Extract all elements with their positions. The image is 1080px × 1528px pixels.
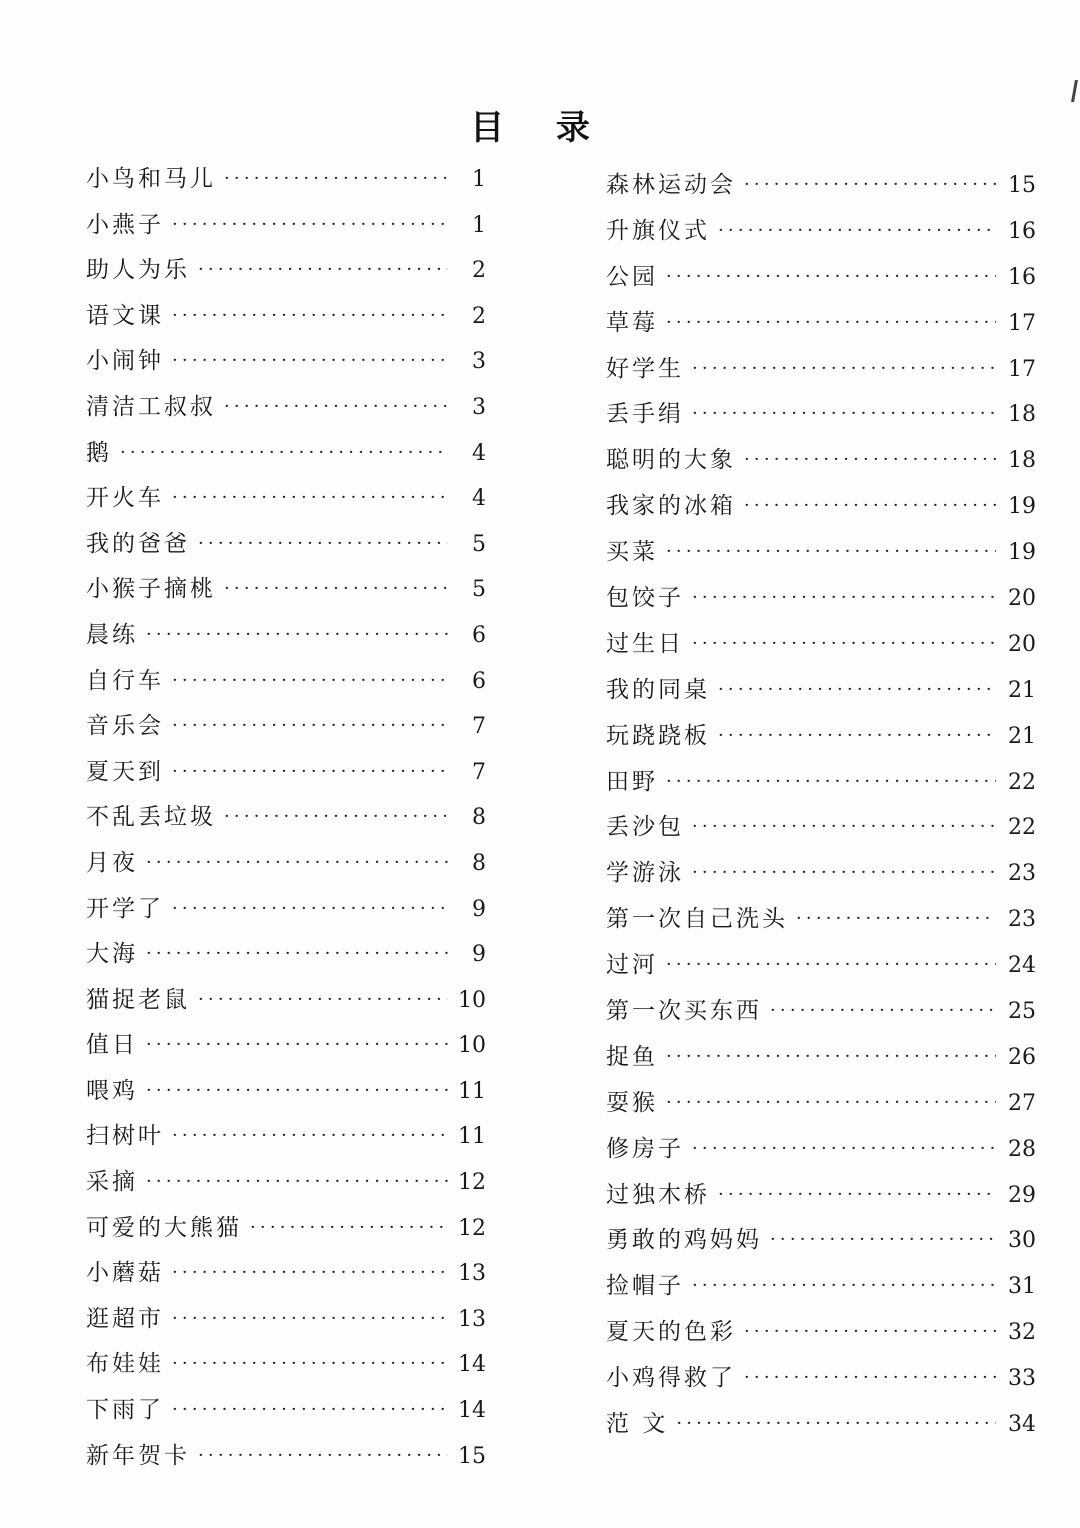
toc-leader-dots [172,761,448,782]
toc-entry-title: 玩跷跷板 [606,722,710,749]
toc-entry-title: 语文课 [86,302,164,329]
toc-entry-page-number: 9 [472,942,486,968]
toc-leader-dots [692,1138,996,1159]
toc-leader-dots [172,487,448,508]
toc-entry-page-number: 15 [1008,173,1036,198]
toc-entry[interactable] [86,342,486,388]
toc-entry-title: 小蘑菇 [86,1260,164,1287]
toc-entry-title: 第一次自己洗头 [606,906,788,933]
toc-entry-title: 夏天的色彩 [606,1319,736,1346]
toc-entry-page-number: 27 [1008,1090,1036,1116]
toc-entry-page-number: 34 [1008,1412,1036,1438]
toc-entry-page-number: 20 [1008,586,1036,612]
toc-entry-page-number: 23 [1008,907,1036,933]
toc-entry-page-number: 23 [1008,861,1036,887]
toc-entry-page-number: 17 [1008,356,1036,382]
toc-entry-title: 音乐会 [86,713,164,740]
toc-entry[interactable] [86,1391,486,1437]
toc-entry-title: 范 文 [606,1411,669,1438]
toc-entry-page-number: 2 [472,303,486,329]
toc-leader-dots [172,1125,448,1146]
toc-entry[interactable] [606,625,1036,671]
toc-entry-page-number: 13 [458,1261,486,1287]
toc-leader-dots [172,1353,448,1374]
toc-entry[interactable] [86,1072,486,1118]
toc-entry-title: 月夜 [86,849,138,876]
toc-entry-page-number: 13 [458,1306,486,1332]
toc-entry-title: 不乱丢垃圾 [86,804,216,831]
toc-leader-dots [666,771,996,792]
toc-leader-dots [198,1445,448,1466]
toc-entry-page-number: 32 [1008,1320,1036,1346]
toc-entry-title: 过生日 [606,630,684,657]
toc-leader-dots [172,898,448,919]
toc-entry-page-number: 21 [1008,677,1036,703]
toc-entry-page-number: 18 [1008,448,1036,474]
toc-entry[interactable] [86,616,486,662]
toc-entry-title: 采摘 [86,1169,138,1196]
toc-leader-dots [744,449,996,470]
toc-leader-dots [146,1034,448,1055]
toc-entry-title: 买菜 [606,539,658,566]
toc-leader-dots [146,852,448,873]
toc-entry[interactable] [606,1038,1036,1084]
toc-entry[interactable] [606,900,1036,946]
toc-entry[interactable] [606,1221,1036,1267]
toc-entry[interactable] [86,206,486,252]
toc-entry[interactable] [86,707,486,753]
toc-entry-title: 夏天到 [86,758,164,785]
toc-entry[interactable] [86,1300,486,1346]
toc-entry[interactable] [606,763,1036,809]
toc-entry[interactable] [606,854,1036,900]
toc-leader-dots [666,954,996,975]
toc-entry[interactable] [86,935,486,981]
toc-entry-title: 开火车 [86,485,164,512]
toc-leader-dots [692,358,996,379]
toc-leader-dots [744,174,996,195]
toc-entry-page-number: 11 [458,1124,486,1150]
toc-entry[interactable] [86,1254,486,1300]
toc-entry-title: 布娃娃 [86,1351,164,1378]
page-edge-mark [1071,80,1078,102]
toc-entry-page-number: 3 [472,349,486,375]
toc-leader-dots [666,266,996,287]
toc-entry[interactable] [86,1209,486,1255]
toc-entry-page-number: 8 [472,850,486,876]
toc-leader-dots [692,633,996,654]
toc-entry[interactable] [86,662,486,708]
toc-entry[interactable] [606,808,1036,854]
toc-entry-title: 丢沙包 [606,814,684,841]
toc-entry-title: 学游泳 [606,860,684,887]
toc-entry-page-number: 28 [1008,1136,1036,1162]
toc-entry-title: 助人为乐 [86,257,190,284]
toc-entry-title: 小闹钟 [86,348,164,375]
toc-leader-dots [666,1046,996,1067]
toc-entry-page-number: 10 [458,987,486,1013]
toc-entry[interactable] [606,441,1036,487]
toc-entry-page-number: 24 [1008,953,1036,979]
toc-entry-page-number: 33 [1008,1366,1036,1392]
toc-entry[interactable] [86,1437,486,1483]
toc-entry[interactable] [86,160,486,206]
toc-entry-title: 清洁工叔叔 [86,393,216,420]
toc-entry-title: 过独木桥 [606,1181,710,1208]
toc-leader-dots [172,350,448,371]
toc-column-left [86,160,486,1482]
toc-entry-title: 新年贺卡 [86,1442,190,1469]
toc-leader-dots [692,816,996,837]
toc-entry[interactable] [606,395,1036,441]
toc-entry-page-number: 4 [472,486,486,512]
toc-entry[interactable] [606,992,1036,1038]
toc-entry[interactable] [86,251,486,297]
toc-entry[interactable] [606,1130,1036,1176]
toc-leader-dots [120,442,448,463]
toc-entry-page-number: 11 [458,1078,486,1104]
toc-entry-page-number: 10 [458,1033,486,1059]
toc-entry-page-number: 7 [472,759,486,785]
toc-entry-title: 晨练 [86,621,138,648]
toc-entry[interactable] [606,304,1036,350]
toc-entry-title: 小燕子 [86,211,164,238]
toc-entry[interactable] [86,570,486,616]
toc-entry[interactable] [86,981,486,1027]
toc-entry[interactable] [606,946,1036,992]
toc-entry-title: 鹅 [86,439,112,466]
toc-entry-page-number: 7 [472,714,486,740]
toc-entry-page-number: 14 [458,1352,486,1378]
toc-entry-title: 田野 [606,768,658,795]
toc-entry[interactable] [606,166,1036,212]
toc-entry-title: 值日 [86,1032,138,1059]
toc-leader-dots [224,396,448,417]
toc-leader-dots [224,578,448,599]
toc-entry-title: 包饺子 [606,585,684,612]
toc-entry-page-number: 12 [458,1170,486,1196]
toc-entry[interactable] [606,258,1036,304]
toc-leader-dots [692,862,996,883]
toc-leader-dots [198,259,448,280]
toc-leader-dots [172,214,448,235]
toc-entry[interactable] [606,671,1036,717]
toc-leader-dots [198,533,448,554]
toc-entry-page-number: 22 [1008,769,1036,795]
toc-entry[interactable] [606,717,1036,763]
toc-entry-page-number: 14 [458,1398,486,1424]
toc-entry-title: 自行车 [86,667,164,694]
toc-entry-title: 升旗仪式 [606,217,710,244]
toc-entry-page-number: 25 [1008,999,1036,1025]
toc-entry-title: 森林运动会 [606,172,736,198]
toc-leader-dots [172,1399,448,1420]
toc-leader-dots [146,624,448,645]
toc-entry-title: 捡帽子 [606,1273,684,1300]
toc-entry[interactable] [86,844,486,890]
toc-leader-dots [718,1184,996,1205]
toc-entry-page-number: 29 [1008,1182,1036,1208]
toc-entry-title: 可爱的大熊猫 [86,1214,242,1241]
toc-leader-dots [676,1413,996,1434]
toc-entry-title: 聪明的大象 [606,447,736,474]
toc-entry-title: 草莓 [606,309,658,336]
toc-entry-page-number: 3 [472,394,486,420]
toc-entry-page-number: 15 [458,1443,486,1469]
toc-entry-title: 小猴子摘桃 [86,576,216,603]
toc-leader-dots [744,1321,996,1342]
toc-entry-page-number: 16 [1008,218,1036,244]
toc-entry-page-number: 6 [472,668,486,694]
toc-entry-page-number: 19 [1008,540,1036,566]
toc-entry-page-number: 30 [1008,1228,1036,1254]
toc-entry-page-number: 1 [472,167,486,192]
toc-entry-title: 小鸟和马儿 [86,166,216,192]
toc-entry[interactable] [86,753,486,799]
toc-entry-page-number: 6 [472,622,486,648]
toc-leader-dots [666,312,996,333]
toc-entry-title: 我家的冰箱 [606,493,736,520]
toc-entry-title: 捉鱼 [606,1043,658,1070]
toc-entry[interactable] [606,1176,1036,1222]
toc-entry[interactable] [86,434,486,480]
toc-leader-dots [770,1000,996,1021]
toc-entry-title: 我的爸爸 [86,530,190,557]
toc-entry-page-number: 22 [1008,815,1036,841]
toc-entry-page-number: 19 [1008,494,1036,520]
toc-entry-page-number: 2 [472,258,486,284]
toc-entry[interactable] [86,479,486,525]
toc-entry-page-number: 8 [472,805,486,831]
toc-leader-dots [250,1217,448,1238]
toc-entry[interactable] [606,533,1036,579]
toc-entry[interactable] [86,1163,486,1209]
toc-leader-dots [692,587,996,608]
toc-entry-page-number: 21 [1008,723,1036,749]
toc-entry-title: 修房子 [606,1135,684,1162]
toc-leader-dots [172,305,448,326]
toc-leader-dots [172,1308,448,1329]
toc-entry-title: 下雨了 [86,1397,164,1424]
toc-entry-page-number: 18 [1008,402,1036,428]
toc-entry[interactable] [606,1313,1036,1359]
toc-entry-page-number: 5 [472,577,486,603]
toc-entry-title: 喂鸡 [86,1077,138,1104]
page-title: 目 录 [470,108,610,148]
toc-entry-page-number: 4 [472,440,486,466]
toc-leader-dots [770,1229,996,1250]
toc-leader-dots [146,943,448,964]
toc-entry[interactable] [606,212,1036,258]
toc-entry[interactable] [86,1345,486,1391]
toc-entry-title: 公园 [606,263,658,290]
toc-entry-title: 开学了 [86,895,164,922]
toc-leader-dots [146,1080,448,1101]
toc-entry-title: 猫捉老鼠 [86,986,190,1013]
toc-entry-title: 丢手绢 [606,401,684,428]
toc-entry-page-number: 12 [458,1215,486,1241]
toc-entry[interactable] [606,1405,1036,1451]
toc-entry-page-number: 20 [1008,631,1036,657]
toc-entry[interactable] [606,1359,1036,1405]
toc-leader-dots [692,1275,996,1296]
toc-leader-dots [172,715,448,736]
toc-entry[interactable] [86,297,486,343]
toc-entry[interactable] [86,890,486,936]
toc-entry-page-number: 31 [1008,1274,1036,1300]
toc-leader-dots [666,541,996,562]
toc-leader-dots [718,220,996,241]
toc-entry-page-number: 17 [1008,310,1036,336]
toc-entry[interactable] [606,1084,1036,1130]
toc-column-right [606,166,1036,1451]
toc-leader-dots [796,908,996,929]
toc-leader-dots [172,670,448,691]
toc-leader-dots [692,403,996,424]
toc-entry[interactable] [86,1117,486,1163]
toc-entry-title: 大海 [86,941,138,968]
toc-entry-title: 逛超市 [86,1305,164,1332]
toc-leader-dots [224,806,448,827]
toc-entry-title: 小鸡得救了 [606,1365,736,1392]
toc-entry[interactable] [86,798,486,844]
toc-entry-title: 过河 [606,952,658,979]
toc-leader-dots [146,1171,448,1192]
toc-leader-dots [718,679,996,700]
toc-leader-dots [224,168,448,189]
toc-leader-dots [744,495,996,516]
toc-entry[interactable] [86,525,486,571]
toc-leader-dots [744,1367,996,1388]
toc-leader-dots [172,1262,448,1283]
toc-entry-title: 好学生 [606,355,684,382]
toc-entry[interactable] [606,1267,1036,1313]
toc-entry-title: 扫树叶 [86,1123,164,1150]
toc-entry-title: 我的同桌 [606,676,710,703]
toc-leader-dots [198,989,448,1010]
toc-entry[interactable] [606,350,1036,396]
toc-entry-page-number: 16 [1008,264,1036,290]
toc-entry-page-number: 5 [472,531,486,557]
toc-entry-title: 耍猴 [606,1089,658,1116]
toc-leader-dots [666,1092,996,1113]
toc-entry-page-number: 1 [472,212,486,238]
toc-entry-page-number: 26 [1008,1044,1036,1070]
toc-entry[interactable] [86,1026,486,1072]
toc-entry[interactable] [86,388,486,434]
toc-entry[interactable] [606,487,1036,533]
toc-leader-dots [718,725,996,746]
toc-entry-page-number: 9 [472,896,486,922]
toc-entry-title: 第一次买东西 [606,998,762,1025]
toc-entry-title: 勇敢的鸡妈妈 [606,1227,762,1254]
toc-entry[interactable] [606,579,1036,625]
